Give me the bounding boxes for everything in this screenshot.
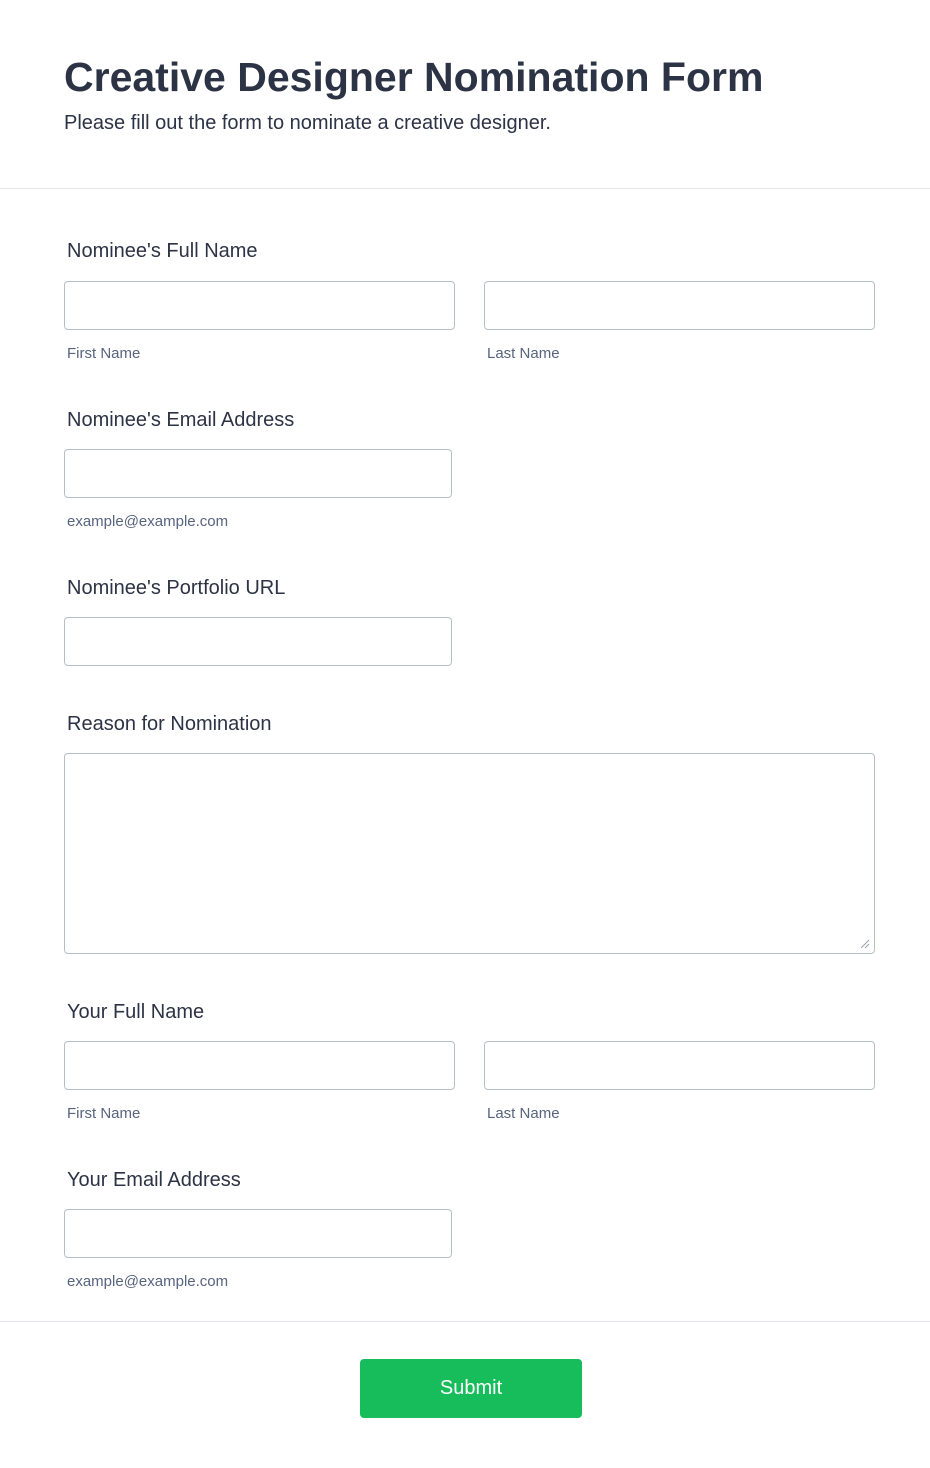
nominee-first-name-sublabel: First Name <box>67 345 141 362</box>
header-divider <box>0 188 930 189</box>
reason-textarea[interactable] <box>64 753 875 954</box>
nominee-last-name-input[interactable] <box>484 281 875 330</box>
form-title: Creative Designer Nomination Form <box>64 54 764 100</box>
nominee-name-label: Nominee's Full Name <box>67 240 258 262</box>
submit-button[interactable]: Submit <box>360 1359 582 1418</box>
portfolio-url-label: Nominee's Portfolio URL <box>67 577 286 599</box>
your-email-input[interactable] <box>64 1209 452 1258</box>
nominee-first-name-input[interactable] <box>64 281 455 330</box>
form-subtitle: Please fill out the form to nominate a creative designer. <box>64 112 551 134</box>
portfolio-url-input[interactable] <box>64 617 452 666</box>
resize-handle-icon[interactable] <box>858 937 870 949</box>
your-first-name-sublabel: First Name <box>67 1105 141 1122</box>
your-email-label: Your Email Address <box>67 1169 241 1191</box>
nominee-last-name-sublabel: Last Name <box>487 345 560 362</box>
your-first-name-input[interactable] <box>64 1041 455 1090</box>
reason-label: Reason for Nomination <box>67 713 272 735</box>
nominee-email-input[interactable] <box>64 449 452 498</box>
nominee-email-sublabel: example@example.com <box>67 513 229 530</box>
nominee-email-label: Nominee's Email Address <box>67 409 295 431</box>
footer-divider <box>0 1321 930 1322</box>
your-email-sublabel: example@example.com <box>67 1273 229 1290</box>
your-last-name-input[interactable] <box>484 1041 875 1090</box>
your-name-label: Your Full Name <box>67 1001 205 1023</box>
your-last-name-sublabel: Last Name <box>487 1105 560 1122</box>
